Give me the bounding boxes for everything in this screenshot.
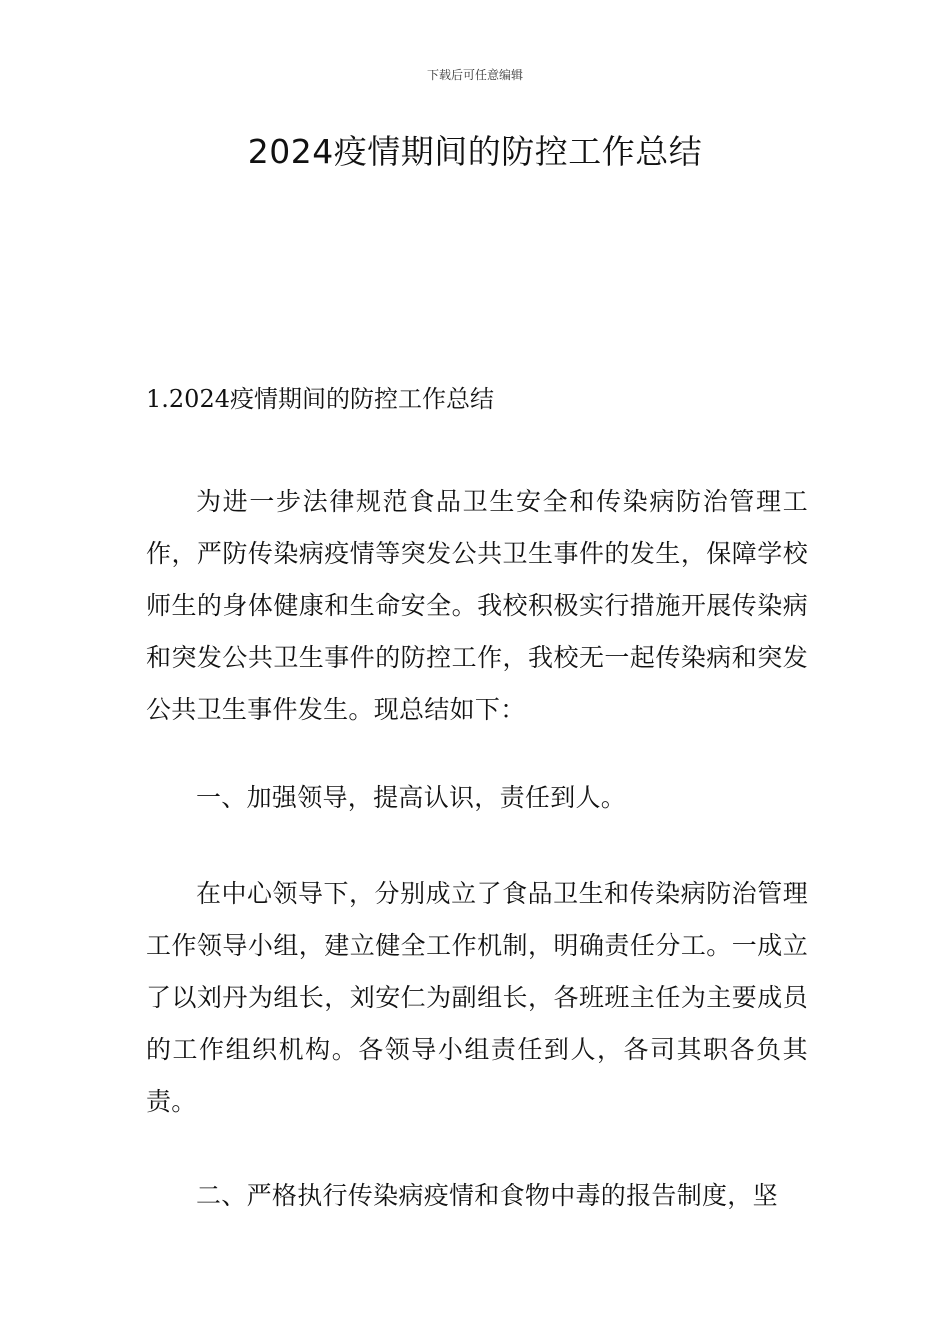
document-title: 2024疫情期间的防控工作总结 <box>247 132 703 171</box>
paragraph-point-two: 二、严格执行传染病疫情和食物中毒的报告制度，坚 <box>196 1181 778 1210</box>
paragraph-point-one: 一、加强领导，提高认识，责任到人。 <box>196 783 627 812</box>
paragraph-intro: 为进一步法律规范食品卫生安全和传染病防治管理工作，严防传染病疫情等突发公共卫生事件的发生，保障学校师生的身体健康和生命安全。我校积极实行措施开展传染病和突发公共卫生事件的防控工作，我校无一起传染病和突发公共卫生事件发生。现总结如下： <box>146 487 808 724</box>
header-note: 下载后可任意编辑 <box>426 68 523 82</box>
section-heading: 1.2024疫情期间的防控工作总结 <box>146 385 494 413</box>
paragraph-leadership: 在中心领导下，分别成立了食品卫生和传染病防治管理工作领导小组，建立健全工作机制，明确责任分工。一成立了以刘丹为组长，刘安仁为副组长，各班班主任为主要成员的工作组织机构。各领导小组责任到人，各司其职各负其责。 <box>146 879 808 1116</box>
